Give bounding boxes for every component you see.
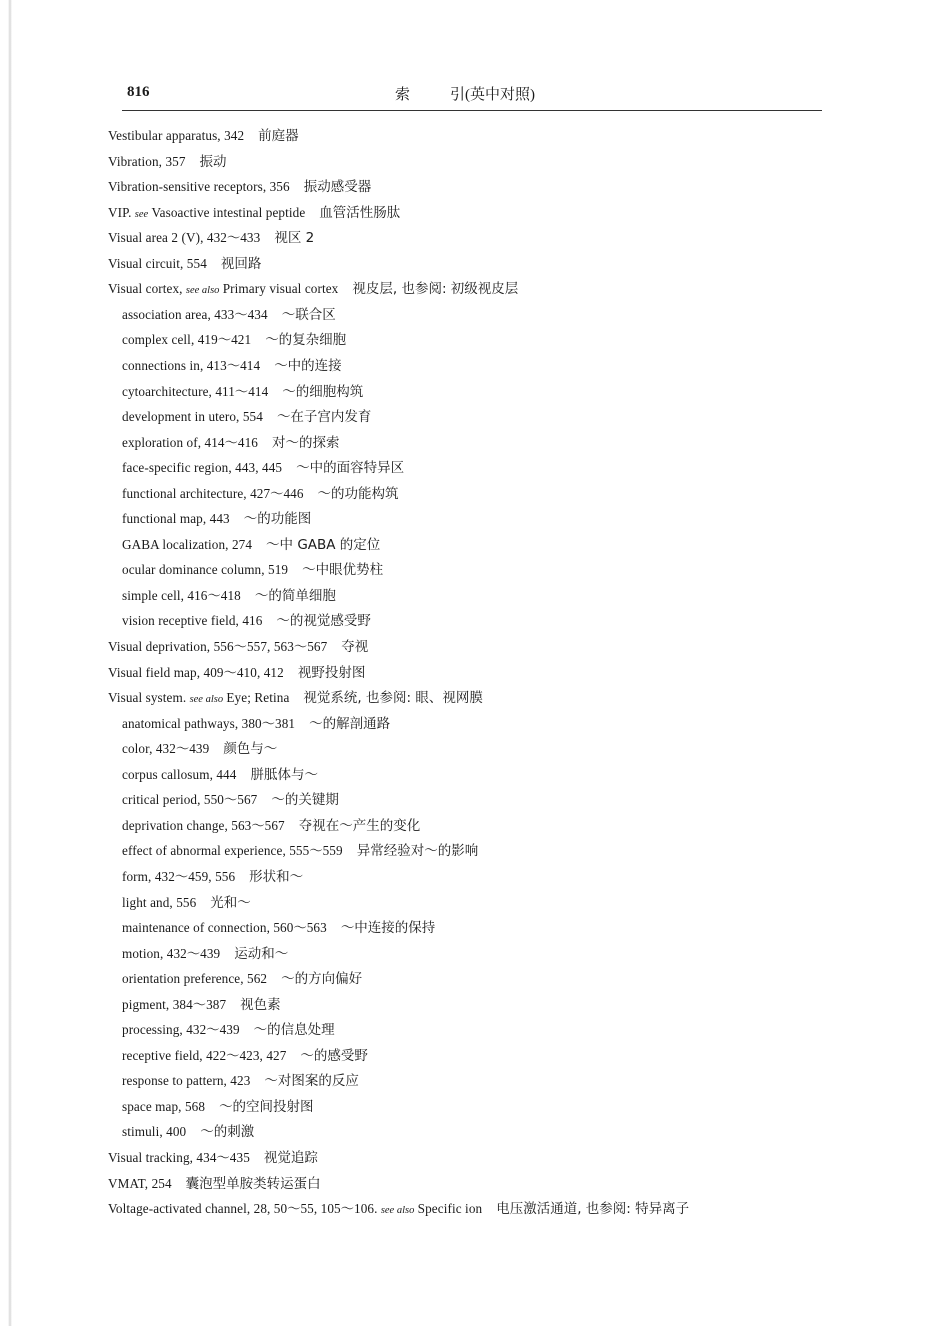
entry-term: GABA localization, 274: [122, 537, 253, 552]
running-title: [395, 83, 535, 104]
entry-translation: ～中的面容特异区: [296, 460, 405, 476]
index-entry: [108, 124, 299, 148]
running-title-right: 引(英中对照): [450, 87, 536, 103]
entry-term: Visual field map, 409～410, 412: [108, 665, 284, 680]
index-entry: [108, 226, 314, 250]
entry-term: cytoarchitecture, 411～414: [122, 384, 269, 399]
entry-term: Visual circuit, 554: [108, 256, 207, 271]
entry-translation: ～中连接的保持: [340, 920, 436, 936]
entry-term: effect of abnormal experience, 555～559: [122, 843, 343, 858]
entry-translation: ～的复杂细胞: [265, 332, 347, 348]
see-also-label: see also: [189, 694, 224, 705]
entry-translation: ～的感受野: [300, 1048, 368, 1064]
index-entry: [108, 1146, 318, 1170]
entry-translation: 视区 2: [274, 230, 315, 246]
index-subentry: [122, 737, 277, 761]
entry-translation: ～的功能构筑: [317, 486, 399, 502]
index-subentry: [122, 558, 383, 582]
entry-term: functional architecture, 427～446: [122, 486, 304, 501]
entry-translation: 视觉追踪: [263, 1150, 318, 1166]
entry-term: face-specific region, 443, 445: [122, 460, 283, 475]
entry-term: color, 432～439: [122, 741, 210, 756]
entry-translation: 视皮层, 也参阅: 初级视皮层: [352, 281, 519, 297]
index-subentry: [122, 942, 288, 966]
index-entry: [108, 635, 368, 659]
entry-term: critical period, 550～567: [122, 792, 258, 807]
cross-reference: Eye; Retina: [226, 690, 290, 705]
entry-term: Visual deprivation, 556～557, 563～567: [108, 639, 328, 654]
entry-term: Voltage-activated channel, 28, 50～55, 105～106.: [108, 1201, 378, 1216]
entry-translation: ～在子宫内发育: [276, 409, 372, 425]
entry-term: vision receptive field, 416: [122, 613, 263, 628]
entry-translation: ～的空间投射图: [219, 1099, 314, 1115]
entry-term: response to pattern, 423: [122, 1073, 251, 1088]
cross-reference: Specific ion: [417, 1201, 483, 1216]
page-number: 816: [127, 84, 150, 100]
see-also-label: see also: [380, 1205, 415, 1216]
index-subentry: [122, 354, 342, 378]
index-subentry: [122, 788, 339, 812]
entry-term: association area, 433～434: [122, 307, 268, 322]
entry-term: Visual system.: [108, 690, 187, 705]
index-subentry: [122, 1044, 368, 1068]
cross-reference: Primary visual cortex: [222, 281, 339, 296]
entry-term: form, 432～459, 556: [122, 869, 236, 884]
entry-term: development in utero, 554: [122, 409, 263, 424]
entry-translation: ～的解剖通路: [309, 716, 391, 732]
see-also-label: see: [134, 209, 149, 220]
see-also-label: see also: [185, 285, 220, 296]
entry-translation: ～的简单细胞: [254, 588, 336, 604]
entry-translation: ～的功能图: [243, 511, 312, 527]
entry-translation: ～中眼优势柱: [302, 562, 384, 578]
entry-term: stimuli, 400: [122, 1124, 187, 1139]
entry-translation: 胼胝体与～: [250, 767, 318, 783]
index-subentry: [122, 712, 390, 736]
entry-term: Visual area 2 (V), 432～433: [108, 230, 261, 245]
index-subentry: [122, 507, 311, 531]
entry-translation: ～的信息处理: [253, 1022, 335, 1038]
entry-term: functional map, 443: [122, 511, 230, 526]
index-subentry: [122, 380, 363, 404]
index-subentry: [122, 1095, 314, 1119]
index-subentry: [122, 456, 404, 480]
index-entry: [108, 150, 227, 174]
index-subentry: [122, 891, 251, 915]
header-rule: [122, 110, 822, 111]
index-subentry: [122, 967, 362, 991]
entry-translation: 视色素: [240, 997, 281, 1013]
entry-translation: 囊泡型单胺类转运蛋白: [185, 1176, 321, 1192]
entry-translation: ～的关键期: [271, 792, 339, 808]
index-entry: [108, 252, 261, 276]
index-subentry: [122, 482, 399, 506]
index-entry: [108, 277, 518, 301]
entry-term: processing, 432～439: [122, 1022, 240, 1037]
index-subentry: [122, 839, 478, 863]
entry-term: Visual cortex,: [108, 281, 183, 296]
entry-translation: 视野投射图: [297, 665, 366, 681]
entry-translation: 血管活性肠肽: [319, 205, 401, 221]
scan-edge: [0, 0, 12, 1326]
cross-reference: Vasoactive intestinal peptide: [151, 205, 306, 220]
entry-term: VMAT, 254: [108, 1176, 172, 1191]
entry-term: Vibration-sensitive receptors, 356: [108, 179, 290, 194]
entry-translation: 夺视在～产生的变化: [298, 818, 421, 834]
entry-term: motion, 432～439: [122, 946, 221, 961]
entry-translation: 异常经验对～的影响: [356, 843, 479, 859]
index-subentry: [122, 405, 371, 429]
entry-term: anatomical pathways, 380～381: [122, 716, 296, 731]
entry-term: connections in, 413～414: [122, 358, 261, 373]
entry-term: light and, 556: [122, 895, 197, 910]
entry-translation: ～的方向偏好: [281, 971, 363, 987]
index-subentry: [122, 609, 371, 633]
index-subentry: [122, 993, 281, 1017]
index-subentry: [122, 328, 346, 352]
index-subentry: [122, 865, 303, 889]
entry-translation: ～联合区: [281, 307, 336, 323]
entry-term: receptive field, 422～423, 427: [122, 1048, 287, 1063]
entry-translation: 颜色与～: [223, 741, 278, 757]
index-subentry: [122, 814, 420, 838]
entry-translation: 形状和～: [249, 869, 304, 885]
entry-translation: 运动和～: [234, 946, 289, 962]
entry-term: Vestibular apparatus, 342: [108, 128, 245, 143]
index-entry: [108, 201, 400, 225]
entry-term: simple cell, 416～418: [122, 588, 241, 603]
index-subentry: [122, 1018, 335, 1042]
page-header: [122, 74, 822, 112]
entry-translation: 对～的探索: [271, 435, 340, 451]
index-entry: [108, 686, 483, 710]
entry-translation: 光和～: [210, 895, 251, 911]
entry-translation: ～中 GABA 的定位: [266, 537, 381, 553]
index-subentry: [122, 763, 318, 787]
entry-translation: 振动: [199, 154, 227, 170]
entry-term: Vibration, 357: [108, 154, 186, 169]
entry-term: VIP.: [108, 205, 132, 220]
entry-translation: ～中的连接: [274, 358, 342, 374]
entry-term: maintenance of connection, 560～563: [122, 920, 327, 935]
index-subentry: [122, 584, 336, 608]
entry-translation: ～的刺激: [200, 1124, 255, 1140]
index-entry: [108, 175, 371, 199]
entry-translation: 夺视: [341, 639, 369, 655]
index-subentry: [122, 1069, 359, 1093]
index-subentry: [122, 303, 336, 327]
entry-translation: 振动感受器: [303, 179, 372, 195]
entry-term: pigment, 384～387: [122, 997, 227, 1012]
index-subentry: [122, 916, 435, 940]
index-subentry: [122, 1120, 254, 1144]
entry-term: orientation preference, 562: [122, 971, 268, 986]
entry-translation: 视回路: [220, 256, 262, 272]
entry-term: deprivation change, 563～567: [122, 818, 285, 833]
index-subentry: [122, 431, 339, 455]
entry-translation: 视觉系统, 也参阅: 眼、视网膜: [303, 690, 483, 706]
entry-translation: ～的视觉感受野: [276, 613, 371, 629]
running-title-left: 索: [395, 87, 411, 103]
index-subentry: [122, 533, 380, 557]
index-entry: [108, 661, 365, 685]
entry-term: corpus callosum, 444: [122, 767, 237, 782]
entry-term: ocular dominance column, 519: [122, 562, 289, 577]
index-entry: [108, 1197, 689, 1221]
index-entry: [108, 1172, 321, 1196]
entry-translation: ～的细胞构筑: [282, 384, 364, 400]
entry-term: complex cell, 419～421: [122, 332, 252, 347]
entry-translation: 电压激活通道, 也参阅: 特异离子: [496, 1201, 690, 1217]
entry-translation: ～对图案的反应: [264, 1073, 359, 1089]
entry-term: Visual tracking, 434～435: [108, 1150, 250, 1165]
entry-term: space map, 568: [122, 1099, 206, 1114]
entry-term: exploration of, 414～416: [122, 435, 258, 450]
entry-translation: 前庭器: [258, 128, 299, 144]
